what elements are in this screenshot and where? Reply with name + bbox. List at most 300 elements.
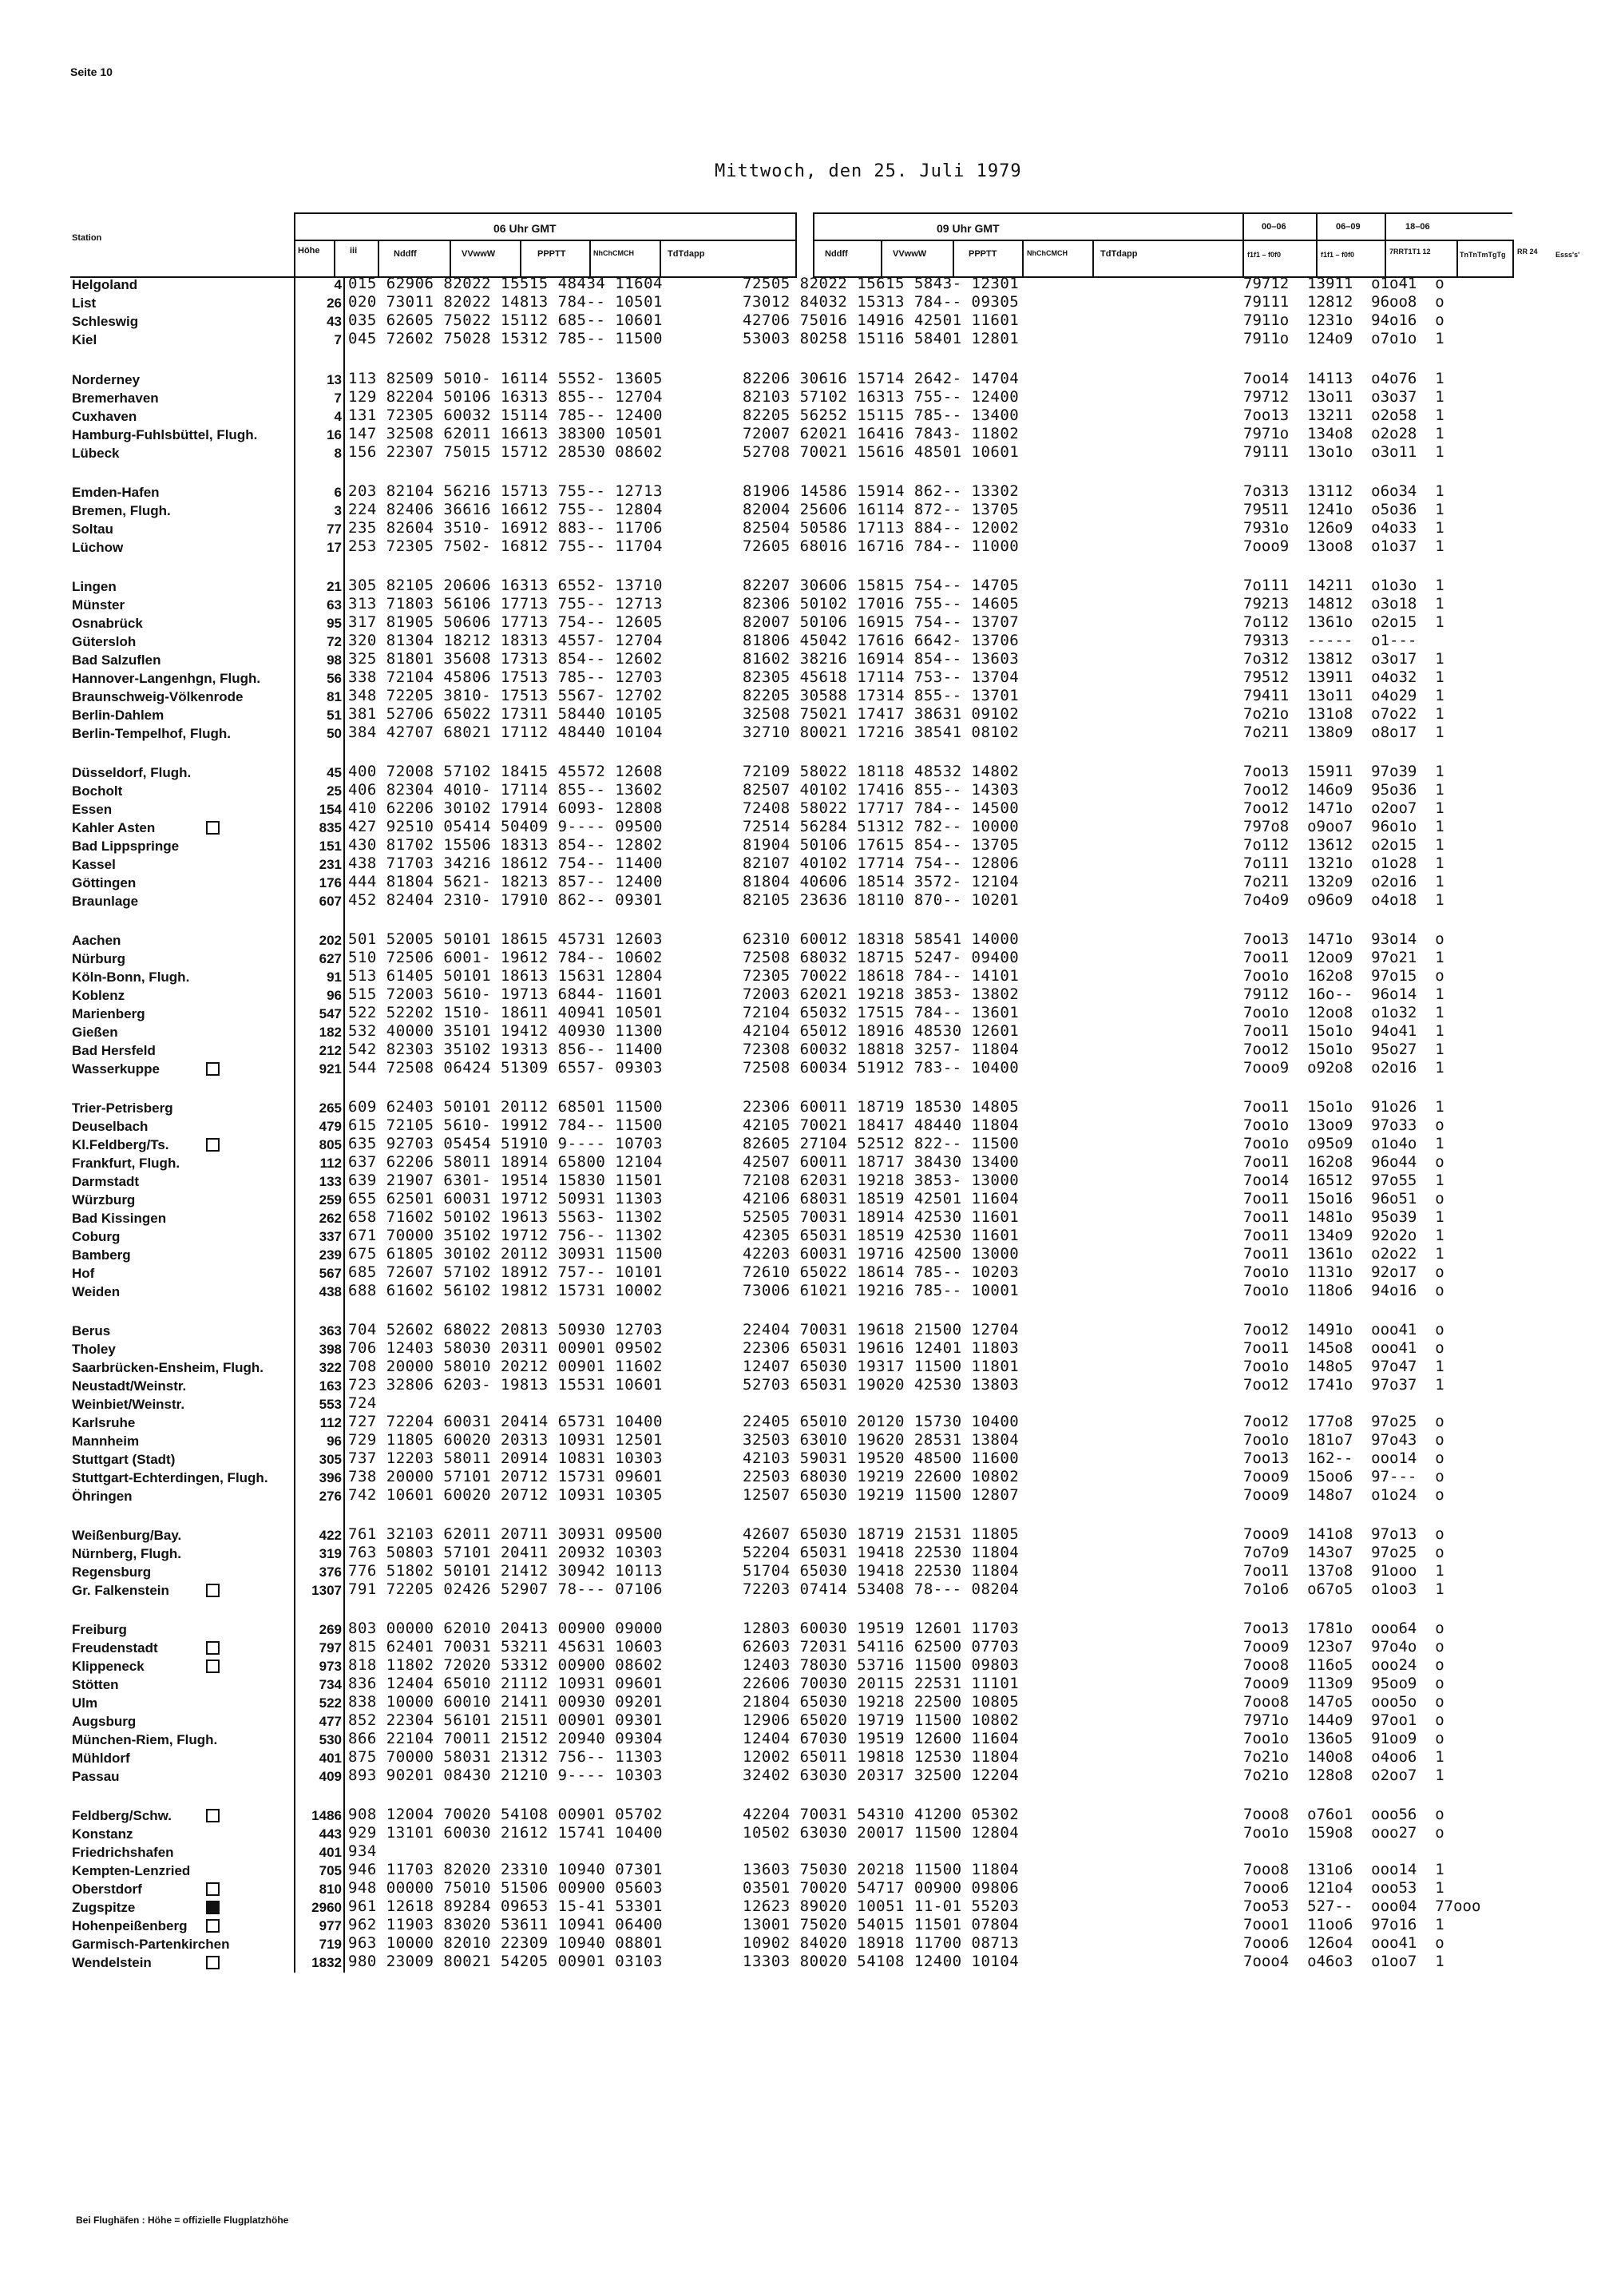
- station-name: Gütersloh: [72, 634, 137, 649]
- col09-nhch: NhChCMCH: [1027, 249, 1068, 257]
- period-values: 7oo12 146o9 95o36 1: [1243, 781, 1444, 799]
- period-values: 7o112 13612 o2o15 1: [1243, 836, 1444, 854]
- table-row: [0, 1041, 1597, 1060]
- obs-06-values: 510 72506 6001- 19612 784-- 10602: [348, 949, 663, 966]
- station-name: Essen: [72, 802, 113, 817]
- height-column-header: Höhe: [298, 246, 320, 256]
- obs-09-values: 82007 50106 16915 754-- 13707: [743, 613, 1020, 631]
- period-values: 7oo1o 12oo8 o1o32 1: [1243, 1004, 1444, 1021]
- obs-06-values: 723 32806 6203- 19813 15531 10601: [348, 1376, 663, 1394]
- station-name: List: [72, 295, 97, 311]
- station-height: 95: [327, 616, 342, 631]
- station-name: Nürburg: [72, 951, 126, 966]
- period-06-09: 06–09: [1336, 222, 1361, 232]
- obs-06-values: 658 71602 50102 19613 5563- 11302: [348, 1208, 663, 1226]
- obs-06-values: 671 70000 35102 19712 756-- 11302: [348, 1227, 663, 1244]
- obs-09-values: 10502 63030 20017 11500 12804: [743, 1824, 1020, 1842]
- obs-06-values: 015 62906 82022 15515 48434 11604: [348, 275, 663, 292]
- period-values: 7oo12 1491o ooo41 o: [1243, 1321, 1444, 1338]
- obs-09-values: 73012 84032 15313 784-- 09305: [743, 293, 1020, 311]
- station-height: 8: [334, 446, 342, 461]
- table-row: [0, 1227, 1597, 1246]
- obs-06-values: 908 12004 70020 54108 00901 05702: [348, 1806, 663, 1823]
- obs-09-values: 32402 63030 20317 32500 12204: [743, 1767, 1020, 1784]
- table-row: [0, 1842, 1597, 1862]
- obs-06-values: 948 00000 75010 51506 00900 05603: [348, 1879, 663, 1897]
- period-values: 7oo11 15o16 96o51 o: [1243, 1190, 1444, 1207]
- station-name: Cuxhaven: [72, 409, 137, 424]
- obs-06-values: 635 92703 05454 51910 9---- 10703: [348, 1135, 663, 1152]
- obs-09-values: 42305 65031 18519 42530 11601: [743, 1227, 1020, 1244]
- obs-09-values: 73006 61021 19216 785-- 10001: [743, 1282, 1020, 1299]
- period-values: 7971o 144o9 97oo1 o: [1243, 1711, 1444, 1729]
- table-row: [0, 443, 1597, 462]
- table-row: [0, 1953, 1597, 1972]
- obs-09-values: 82305 45618 17114 753-- 13704: [743, 668, 1020, 686]
- period-values: 79511 1241o o5o36 1: [1243, 501, 1444, 518]
- obs-09-values: 12407 65030 19317 11500 11801: [743, 1358, 1020, 1375]
- obs-09-values: 03501 70020 54717 00900 09806: [743, 1879, 1020, 1897]
- station-name: Aachen: [72, 933, 121, 948]
- obs-09-values: 81904 50106 17615 854-- 13705: [743, 836, 1020, 854]
- station-height: 409: [319, 1769, 342, 1784]
- station-name: Mühldorf: [72, 1751, 130, 1766]
- station-height: 401: [319, 1845, 342, 1860]
- obs-06-values: 381 52706 65022 17311 58440 10105: [348, 705, 663, 723]
- obs-06-values: 929 13101 60030 21612 15741 10400: [348, 1824, 663, 1842]
- station-name: Kempten-Lenzried: [72, 1863, 191, 1878]
- obs-09-values: 72305 70022 18618 784-- 14101: [743, 967, 1020, 985]
- period-values: 7oo1o 162o8 97o15 o: [1243, 967, 1444, 985]
- iii-column-header: iii: [350, 246, 358, 256]
- obs-09-values: 62310 60012 18318 58541 14000: [743, 930, 1020, 948]
- table-row: [0, 1431, 1597, 1450]
- station-name: Münster: [72, 597, 125, 613]
- station-name: Deuselbach: [72, 1119, 149, 1134]
- period-values: 7oo13 1781o ooo64 o: [1243, 1620, 1444, 1637]
- table-row: [0, 1059, 1597, 1078]
- station-name: Berus: [72, 1323, 111, 1338]
- table-row: [0, 1620, 1597, 1639]
- station-name: Bremerhaven: [72, 391, 159, 406]
- station-height: 112: [319, 1156, 342, 1171]
- obs-06-values: 742 10601 60020 20712 10931 10305: [348, 1486, 663, 1504]
- station-height: 163: [319, 1378, 342, 1394]
- period-values: 7oo11 1361o o2o22 1: [1243, 1245, 1444, 1263]
- obs-09-values: 12002 65011 19818 12530 11804: [743, 1748, 1020, 1766]
- period-values: 7oo11 15o1o 94o41 1: [1243, 1022, 1444, 1040]
- station-name: Friedrichshafen: [72, 1845, 174, 1860]
- obs-09-values: 72508 68032 18715 5247- 09400: [743, 949, 1020, 966]
- table-row: [0, 1004, 1597, 1023]
- station-name: Ulm: [72, 1695, 98, 1711]
- period-values: 7oo1o 1131o 92o17 o: [1243, 1263, 1444, 1281]
- station-name: Bremen, Flugh.: [72, 503, 171, 518]
- obs-06-values: 317 81905 50606 17713 754-- 12605: [348, 613, 663, 631]
- station-name: Berlin-Tempelhof, Flugh.: [72, 726, 231, 741]
- station-height: 547: [319, 1006, 342, 1021]
- table-row: [0, 1730, 1597, 1749]
- period-values: 7ooo9 123o7 97o4o o: [1243, 1638, 1444, 1656]
- station-name: Kl.Feldberg/Ts.: [72, 1137, 169, 1152]
- station-name: Wendelstein: [72, 1955, 152, 1970]
- period-values: 7oo1o 13oo9 97o33 o: [1243, 1116, 1444, 1134]
- obs-09-values: 72508 60034 51912 783-- 10400: [743, 1059, 1020, 1077]
- period-values: 7oo1o 181o7 97o43 o: [1243, 1431, 1444, 1449]
- station-height: 81: [327, 689, 342, 704]
- obs-09-values: 72505 82022 15615 5843- 12301: [743, 275, 1020, 292]
- obs-06-values: 866 22104 70011 21512 20940 09304: [348, 1730, 663, 1747]
- obs-09-values: 22306 60011 18719 18530 14805: [743, 1098, 1020, 1116]
- mountain-station-box-icon: [206, 1901, 220, 1914]
- station-name: Tholey: [72, 1342, 116, 1357]
- table-row: [0, 836, 1597, 855]
- table-row: [0, 1711, 1597, 1731]
- period-values: 7ooo9 113o9 95oo9 o: [1243, 1675, 1444, 1692]
- station-name: Düsseldorf, Flugh.: [72, 765, 192, 780]
- table-row: [0, 330, 1597, 349]
- station-height: 337: [319, 1229, 342, 1244]
- table-row: [0, 632, 1597, 651]
- station-name: Köln-Bonn, Flugh.: [72, 970, 190, 985]
- mountain-station-box-icon: [206, 1919, 220, 1933]
- period-values: 7oo14 14113 o4o76 1: [1243, 370, 1444, 387]
- station-height: 154: [319, 802, 342, 817]
- station-name: Marienberg: [72, 1006, 145, 1021]
- station-name: Feldberg/Schw.: [72, 1808, 172, 1823]
- period-values: 79112 16o-- 96o14 1: [1243, 985, 1444, 1003]
- p3c: RR 24: [1517, 248, 1538, 256]
- obs-09-values: 42204 70031 54310 41200 05302: [743, 1806, 1020, 1823]
- station-name: Bad Kissingen: [72, 1211, 167, 1226]
- station-name: Mannheim: [72, 1434, 140, 1449]
- period-values: 797o8 o9oo7 96o1o 1: [1243, 818, 1444, 835]
- obs-06-values: 253 72305 7502- 16812 755-- 11704: [348, 537, 663, 555]
- mountain-station-box-icon: [206, 1062, 220, 1076]
- obs-06-values: 706 12403 58030 20311 00901 09502: [348, 1339, 663, 1357]
- obs-06-values: 147 32508 62011 16613 38300 10501: [348, 425, 663, 442]
- station-height: 1307: [311, 1583, 342, 1598]
- p3a: 7RRT1T1 12: [1389, 248, 1431, 256]
- period-values: 7911o 124o9 o7o1o 1: [1243, 330, 1444, 347]
- period-values: 79213 14812 o3o18 1: [1243, 595, 1444, 613]
- station-height: 133: [319, 1174, 342, 1189]
- obs-06-values: 934: [348, 1842, 377, 1860]
- station-name: Passau: [72, 1769, 120, 1784]
- obs-09-values: 72203 07414 53408 78--- 08204: [743, 1580, 1020, 1598]
- obs-06-values: 961 12618 89284 09653 15-41 53301: [348, 1897, 663, 1915]
- station-height: 319: [319, 1546, 342, 1561]
- obs-09-values: 81804 40606 18514 3572- 12104: [743, 873, 1020, 890]
- table-row: [0, 1190, 1597, 1209]
- obs-09-values: 22404 70031 19618 21500 12704: [743, 1321, 1020, 1338]
- period-values: 7oo1o o95o9 o1o4o 1: [1243, 1135, 1444, 1152]
- station-height: 17: [327, 540, 342, 555]
- obs-06-values: 532 40000 35101 19412 40930 11300: [348, 1022, 663, 1040]
- station-name: Garmisch-Partenkirchen: [72, 1937, 230, 1952]
- obs-09-values: 42106 68031 18519 42501 11604: [743, 1190, 1020, 1207]
- table-row: [0, 1861, 1597, 1880]
- table-row: [0, 275, 1597, 294]
- station-name: Berlin-Dahlem: [72, 708, 164, 723]
- table-row: [0, 1544, 1597, 1563]
- station-height: 21: [327, 579, 342, 594]
- obs-06-values: 515 72003 5610- 19713 6844- 11601: [348, 985, 663, 1003]
- period-values: 7o21o 140o8 o4oo6 1: [1243, 1748, 1444, 1766]
- table-row: [0, 1879, 1597, 1898]
- station-height: 477: [319, 1714, 342, 1729]
- station-name: Lüchow: [72, 540, 124, 555]
- station-height: 276: [319, 1489, 342, 1504]
- station-height: 112: [319, 1415, 342, 1430]
- obs-06-values: 513 61405 50101 18613 15631 12804: [348, 967, 663, 985]
- obs-09-values: 13303 80020 54108 12400 10104: [743, 1953, 1020, 1970]
- station-name: Klippeneck: [72, 1659, 145, 1674]
- table-row: [0, 595, 1597, 614]
- col06-ppptt: PPPTT: [537, 249, 566, 259]
- table-row: [0, 967, 1597, 986]
- station-height: 91: [327, 970, 342, 985]
- col09-nddff: Nddff: [825, 249, 848, 259]
- station-height: 6: [334, 485, 342, 500]
- station-height: 797: [319, 1640, 342, 1656]
- table-row: [0, 781, 1597, 800]
- table-row: [0, 293, 1597, 312]
- period-values: 7ooo8 116o5 ooo24 o: [1243, 1656, 1444, 1674]
- station-height: 396: [319, 1470, 342, 1485]
- table-row: [0, 577, 1597, 596]
- table-row: [0, 891, 1597, 910]
- station-name: Augsburg: [72, 1714, 137, 1729]
- station-name: Gießen: [72, 1025, 118, 1040]
- obs-09-values: 21804 65030 19218 22500 10805: [743, 1693, 1020, 1711]
- table-row: [0, 1486, 1597, 1505]
- obs-06-values: 708 20000 58010 20212 00901 11602: [348, 1358, 663, 1375]
- station-name: Nürnberg, Flugh.: [72, 1546, 181, 1561]
- obs-09-values: 72308 60032 18818 3257- 11804: [743, 1041, 1020, 1058]
- obs-09-values: 10902 84020 18918 11700 08713: [743, 1934, 1020, 1952]
- station-height: 4: [334, 277, 342, 292]
- station-name: Freudenstadt: [72, 1640, 158, 1656]
- station-name: Stötten: [72, 1677, 119, 1692]
- col06-tdtd: TdTdapp: [668, 249, 705, 259]
- obs-09-values: 52505 70031 18914 42530 11601: [743, 1208, 1020, 1226]
- station-name: Bocholt: [72, 783, 123, 799]
- period-values: 7oo1o 136o5 91oo9 o: [1243, 1730, 1444, 1747]
- mountain-station-box-icon: [206, 1138, 220, 1152]
- station-height: 734: [319, 1677, 342, 1692]
- station-name: Konstanz: [72, 1826, 133, 1842]
- obs-06-values: 542 82303 35102 19313 856-- 11400: [348, 1041, 663, 1058]
- obs-09-values: 52708 70021 15616 48501 10601: [743, 443, 1020, 461]
- period-values: 7o112 1361o o2o15 1: [1243, 613, 1444, 631]
- obs-06-values: 729 11805 60020 20313 10931 12501: [348, 1431, 663, 1449]
- station-name: Hamburg-Fuhlsbüttel, Flugh.: [72, 427, 258, 442]
- station-name: Kahler Asten: [72, 820, 156, 835]
- period-values: 7oo11 12oo9 97o21 1: [1243, 949, 1444, 966]
- station-name: Bad Salzuflen: [72, 652, 161, 668]
- col09-vvwww: VVwwW: [893, 249, 927, 259]
- obs-09-values: 52703 65031 19020 42530 13803: [743, 1376, 1020, 1394]
- station-name: Bad Lippspringe: [72, 839, 180, 854]
- obs-06-values: 875 70000 58031 21312 756-- 11303: [348, 1748, 663, 1766]
- station-name: Braunlage: [72, 894, 139, 909]
- table-row: [0, 818, 1597, 837]
- obs-09-values: 82103 57102 16313 755-- 12400: [743, 388, 1020, 406]
- obs-06-values: 501 52005 50101 18615 45731 12603: [348, 930, 663, 948]
- station-height: 45: [327, 765, 342, 780]
- obs-09-values: 42607 65030 18719 21531 11805: [743, 1525, 1020, 1543]
- station-height: 1832: [311, 1955, 342, 1970]
- period-values: 7o21o 128o8 o2oo7 1: [1243, 1767, 1444, 1784]
- obs-09-values: 72007 62021 16416 7843- 11802: [743, 425, 1020, 442]
- obs-06-values: 763 50803 57101 20411 20932 10303: [348, 1544, 663, 1561]
- obs-06-values: 313 71803 56106 17713 755-- 12713: [348, 595, 663, 613]
- period-values: 7oo1o 118o6 94o16 o: [1243, 1282, 1444, 1299]
- table-row: [0, 705, 1597, 724]
- obs-09-values: 12623 89020 10051 11-01 55203: [743, 1897, 1020, 1915]
- station-height: 182: [319, 1025, 342, 1040]
- period-values: 7oo11 162o8 96o44 o: [1243, 1153, 1444, 1171]
- obs-09-values: 82105 23636 18110 870-- 10201: [743, 891, 1020, 909]
- col06-nddff: Nddff: [394, 249, 417, 259]
- station-height: 63: [327, 597, 342, 613]
- obs-06-values: 737 12203 58011 20914 10831 10303: [348, 1449, 663, 1467]
- station-name: Stuttgart-Echterdingen, Flugh.: [72, 1470, 268, 1485]
- period-values: 7ooo9 141o8 97o13 o: [1243, 1525, 1444, 1543]
- table-row: [0, 687, 1597, 706]
- obs-06-values: 020 73011 82022 14813 784-- 10501: [348, 293, 663, 311]
- period-values: 7oo13 13211 o2o58 1: [1243, 406, 1444, 424]
- obs-09-values: 72514 56284 51312 782-- 10000: [743, 818, 1020, 835]
- period-values: 7ooo1 11oo6 97o16 1: [1243, 1916, 1444, 1933]
- obs-09-values: 62603 72031 54116 62500 07703: [743, 1638, 1020, 1656]
- obs-06-values: 348 72205 3810- 17513 5567- 12702: [348, 687, 663, 704]
- period-values: 7ooo8 o76o1 ooo56 o: [1243, 1806, 1444, 1823]
- station-name: Bamberg: [72, 1247, 131, 1263]
- period-values: 7ooo9 148o7 o1o24 o: [1243, 1486, 1444, 1504]
- obs-06-values: 522 52202 1510- 18611 40941 10501: [348, 1004, 663, 1021]
- period-values: 7oo13 162-- ooo14 o: [1243, 1449, 1444, 1467]
- obs-09-values: 12404 67030 19519 12600 11604: [743, 1730, 1020, 1747]
- obs-09-values: 13603 75030 20218 11500 11804: [743, 1861, 1020, 1878]
- obs-06-values: 035 62605 75022 15112 685-- 10601: [348, 311, 663, 329]
- table-row: [0, 1208, 1597, 1227]
- table-row: [0, 930, 1597, 950]
- period-values: 79111 13o1o o3o11 1: [1243, 443, 1444, 461]
- period-values: 7oo13 15911 97o39 1: [1243, 763, 1444, 780]
- table-row: [0, 724, 1597, 743]
- obs-06-values: 544 72508 06424 51309 6557- 09303: [348, 1059, 663, 1077]
- table-row: [0, 501, 1597, 520]
- obs-09-values: 81806 45042 17616 6642- 13706: [743, 632, 1020, 649]
- obs-06-values: 815 62401 70031 53211 45631 10603: [348, 1638, 663, 1656]
- station-name: Öhringen: [72, 1489, 133, 1504]
- station-name: Braunschweig-Völkenrode: [72, 689, 244, 704]
- station-name: Helgoland: [72, 277, 138, 292]
- period-values: 7oo12 1741o 97o37 1: [1243, 1376, 1444, 1394]
- obs-06-values: 655 62501 60031 19712 50931 11303: [348, 1190, 663, 1207]
- obs-06-values: 427 92510 05414 50409 9---- 09500: [348, 818, 663, 835]
- station-name: Würzburg: [72, 1192, 136, 1207]
- station-height: 322: [319, 1360, 342, 1375]
- obs-06-values: 113 82509 5010- 16114 5552- 13605: [348, 370, 663, 387]
- station-height: 77: [327, 521, 342, 537]
- obs-06-values: 980 23009 80021 54205 00901 03103: [348, 1953, 663, 1970]
- period-values: 7oo11 137o8 91ooo 1: [1243, 1562, 1444, 1580]
- period-values: 7oo12 177o8 97o25 o: [1243, 1413, 1444, 1430]
- obs-06-values: 962 11903 83020 53611 10941 06400: [348, 1916, 663, 1933]
- obs-06-values: 688 61602 56102 19812 15731 10002: [348, 1282, 663, 1299]
- station-height: 259: [319, 1192, 342, 1207]
- period-values: 79712 13o11 o3o37 1: [1243, 388, 1444, 406]
- station-name: Regensburg: [72, 1564, 152, 1580]
- obs-06-values: 406 82304 4010- 17114 855-- 13602: [348, 781, 663, 799]
- period-values: 7911o 1231o 94o16 o: [1243, 311, 1444, 329]
- obs-09-values: 42706 75016 14916 42501 11601: [743, 311, 1020, 329]
- obs-06-values: 305 82105 20606 16313 6552- 13710: [348, 577, 663, 594]
- station-height: 239: [319, 1247, 342, 1263]
- obs-09-values: 42203 60031 19716 42500 13000: [743, 1245, 1020, 1263]
- mountain-station-box-icon: [206, 1956, 220, 1969]
- table-row: [0, 1263, 1597, 1283]
- table-row: [0, 949, 1597, 968]
- obs-09-values: 42103 59031 19520 48500 11600: [743, 1449, 1020, 1467]
- station-height: 835: [319, 820, 342, 835]
- obs-09-values: 12507 65030 19219 11500 12807: [743, 1486, 1020, 1504]
- obs-09-values: 32710 80021 17216 38541 08102: [743, 724, 1020, 741]
- station-name: Coburg: [72, 1229, 121, 1244]
- obs-09-values: 72610 65022 18614 785-- 10203: [743, 1263, 1020, 1281]
- station-height: 627: [319, 951, 342, 966]
- station-name: Bad Hersfeld: [72, 1043, 156, 1058]
- station-height: 443: [319, 1826, 342, 1842]
- table-row: [0, 1468, 1597, 1487]
- station-name: Freiburg: [72, 1622, 127, 1637]
- p2-sub: f1f1 – f0f0: [1321, 251, 1355, 259]
- table-row: [0, 1806, 1597, 1825]
- obs-06-values: 609 62403 50101 20112 68501 11500: [348, 1098, 663, 1116]
- station-height: 176: [319, 875, 342, 890]
- obs-09-values: 12403 78030 53716 11500 09803: [743, 1656, 1020, 1674]
- obs-06-values: 045 72602 75028 15312 785-- 11500: [348, 330, 663, 347]
- mountain-station-box-icon: [206, 1584, 220, 1597]
- station-height: 810: [319, 1882, 342, 1897]
- table-row: [0, 1693, 1597, 1712]
- period-values: 7o111 1321o o1o28 1: [1243, 855, 1444, 872]
- station-name: Göttingen: [72, 875, 137, 890]
- obs-06-values: 444 81804 5621- 18213 857-- 12400: [348, 873, 663, 890]
- table-row: [0, 425, 1597, 444]
- table-row: [0, 311, 1597, 331]
- period-values: 7oo12 15o1o 95o27 1: [1243, 1041, 1444, 1058]
- station-name: Kiel: [72, 332, 97, 347]
- station-name: München-Riem, Flugh.: [72, 1732, 218, 1747]
- table-row: [0, 1022, 1597, 1041]
- table-row: [0, 873, 1597, 892]
- table-row: [0, 1339, 1597, 1358]
- station-height: 202: [319, 933, 342, 948]
- obs-09-values: 22306 65031 19616 12401 11803: [743, 1339, 1020, 1357]
- obs-06-values: 129 82204 50106 16313 855-- 12704: [348, 388, 663, 406]
- station-name: Emden-Hafen: [72, 485, 160, 500]
- obs-09-values: 72108 62031 19218 3853- 13000: [743, 1172, 1020, 1189]
- station-height: 398: [319, 1342, 342, 1357]
- obs-09-values: 72408 58022 17717 784-- 14500: [743, 799, 1020, 817]
- mountain-station-box-icon: [206, 821, 220, 835]
- period-18-06: 18–06: [1405, 222, 1430, 232]
- station-name: Saarbrücken-Ensheim, Flugh.: [72, 1360, 264, 1375]
